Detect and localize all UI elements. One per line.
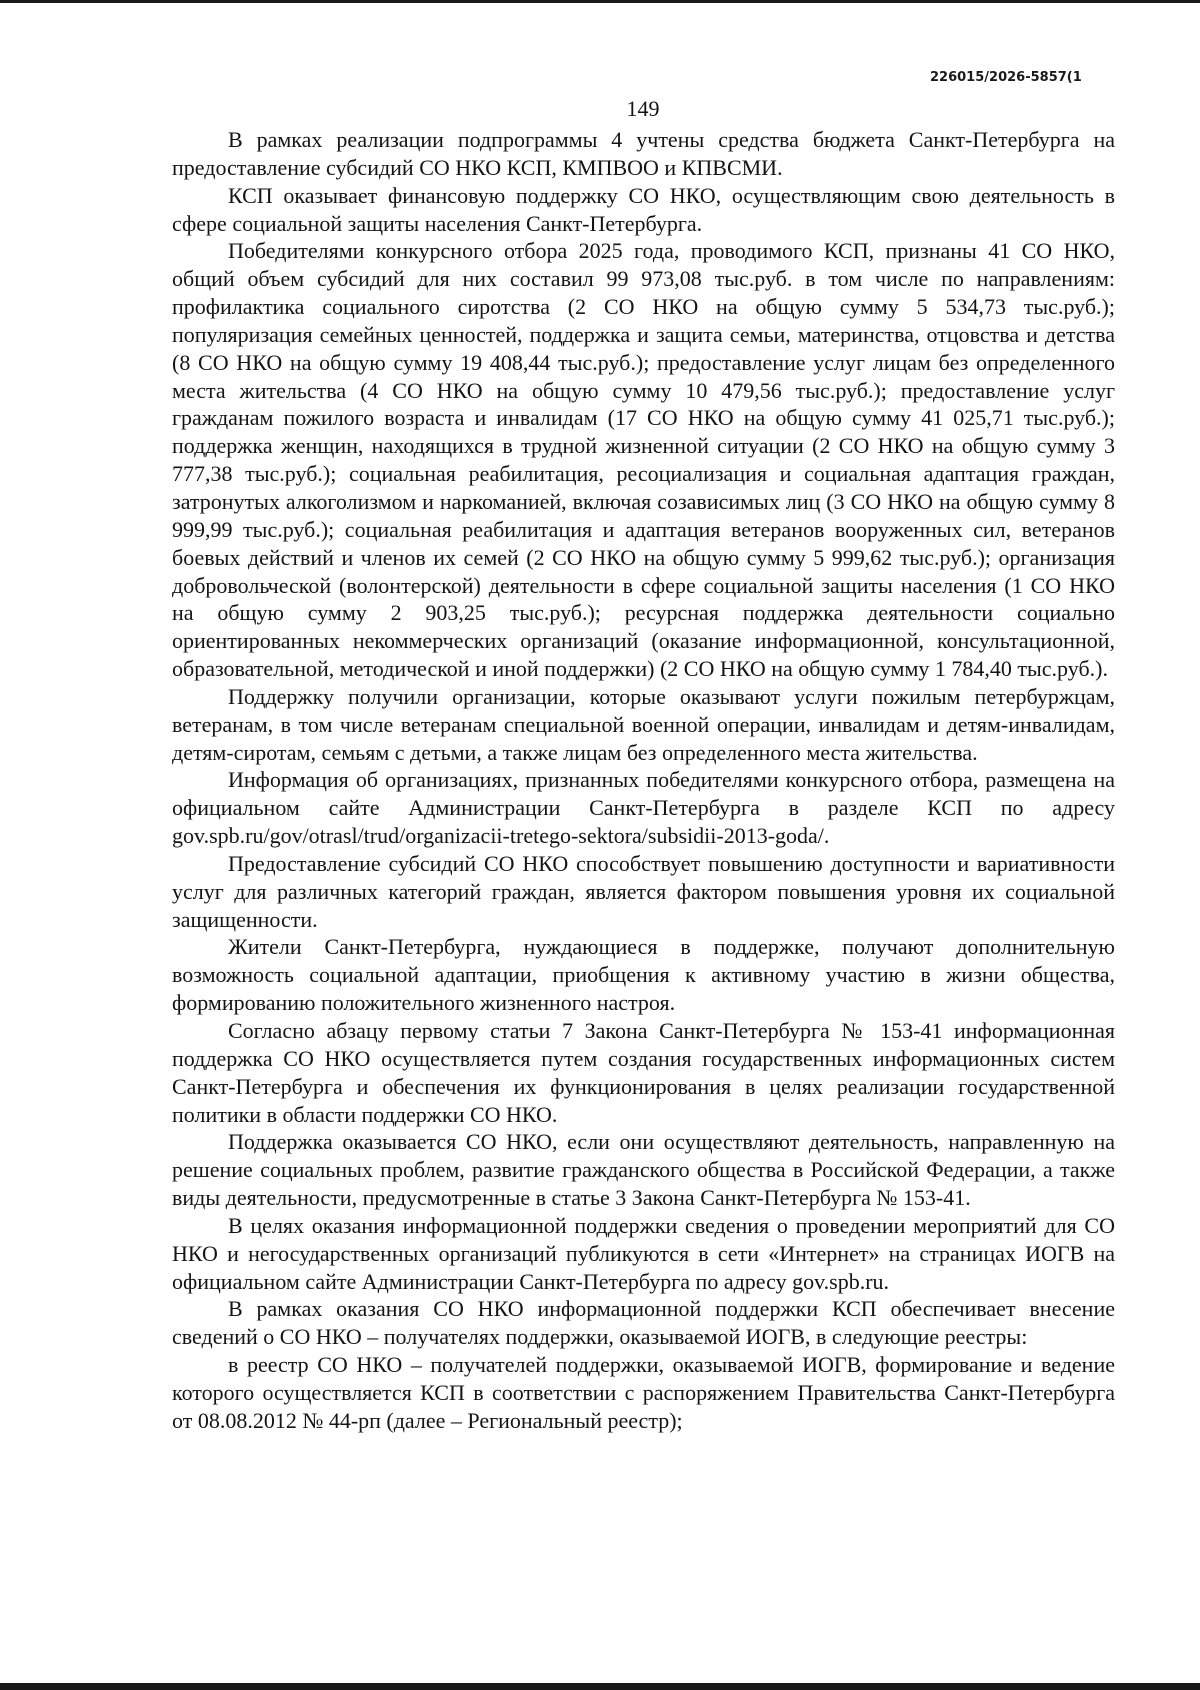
paragraph-supported-organizations: Поддержку получили организации, которые оказывают услуги пожилым петербуржцам, ветеранам, в том числе ветеранам специальной военной операции, инвалидам и детям-инвалидам, детям-сиротам, семьям с детьми, а также лицам без определенного места жительства. bbox=[172, 683, 1115, 765]
scan-edge-top bbox=[0, 0, 1200, 3]
page-number: 149 bbox=[626, 96, 660, 121]
paragraph-subsidies-effect: Предоставление субсидий СО НКО способствует повышению доступности и вариативности услуг для различных категорий граждан, является фактором повышения уровня их социальной защищенности. bbox=[172, 850, 1115, 932]
paragraph-residents-support: Жители Санкт-Петербурга, нуждающиеся в поддержке, получают дополнительную возможность социальной адаптации, приобщения к активному участию в жизни общества, формированию положительного жизненного настроя. bbox=[172, 934, 1115, 1016]
paragraph-regional-register: в реестр СО НКО – получателей поддержки, оказываемой ИОГВ, формирование и ведение которого осуществляется КСП в соответствии с распоряжением Правительства Санкт-Петербурга от 08.08.2012 № 44-рп (далее – Региональный реестр); bbox=[172, 1352, 1115, 1433]
paragraph-information-publication: В целях оказания информационной поддержки сведения о проведении мероприятий для СО НКО и негосударственных организаций публикуются в сети «Интернет» на страницах ИОГВ на официальном сайте Администрации Санкт-Петербурга по адресу gov.spb.ru. bbox=[172, 1212, 1115, 1294]
paragraph-ksp-financial-support: КСП оказывает финансовую поддержку СО НКО, осуществляющим свою деятельность в сфере социальной защиты населения Санкт-Петербурга. bbox=[172, 182, 1115, 236]
paragraph-support-conditions: Поддержка оказывается СО НКО, если они осуществляют деятельность, направленную на решение социальных проблем, развитие гражданского общества в Российской Федерации, а также виды деятельности, предусмотренные в статье 3 Закона Санкт-Петербурга № 153-41. bbox=[172, 1129, 1115, 1211]
paragraph-subprogram-4: В рамках реализации подпрограммы 4 учтены средства бюджета Санкт-Петербурга на предоставление субсидий СО НКО КСП, КМПВОО и КПВСМИ. bbox=[172, 127, 1115, 180]
document-registration-code: 226015/2026-5857(1 bbox=[930, 70, 1082, 85]
document-body bbox=[172, 126, 1115, 1435]
paragraph-winners-information: Информация об организациях, признанных победителями конкурсного отбора, размещена на официальном сайте Администрации Санкт-Петербурга в разделе КСП по адресу gov.spb.ru/gov/otrasl/trud/organizacii-tretego-sektora/subsidii-2013-goda/. bbox=[172, 767, 1115, 849]
paragraph-law-article-7: Согласно абзацу первому статьи 7 Закона Санкт-Петербурга № 153-41 информационная поддержка СО НКО осуществляется путем создания государственных информационных систем Санкт-Петербурга и обеспечения их функционирования в целях реализации государственной политики в области поддержки СО НКО. bbox=[172, 1018, 1115, 1127]
paragraph-competition-winners: Победителями конкурсного отбора 2025 года, проводимого КСП, признаны 41 СО НКО, общий объем субсидий для них составил 99 973,08 тыс.руб. в том числе по направлениям: профилактика социального сиротства (2 СО НКО на общую сумму 5 534,73 тыс.руб.); популяризация семейных ценностей, поддержка и защита семьи, материнства, отцовства и детства (8 СО НКО на общую сумму 19 408,44 тыс.руб.); предоставление услуг лицам без определенного места жительства (4 СО НКО на общую сумму 10 479,56 тыс.руб.); предоставление услуг гражданам пожилого возраста и инвалидам (17 СО НКО на общую сумму 41 025,71 тыс.руб.); поддержка женщин, находящихся в трудной жизненной ситуации (2 СО НКО на общую сумму 3 777,38 тыс.руб.); социальная реабилитация, ресоциализация и социальная адаптация граждан, затронутых алкоголизмом и наркоманией, включая созависимых лиц (3 СО НКО на общую сумму 8 999,99 тыс.руб.); социальная реабилитация и адаптация ветеранов вооруженных сил, ветеранов боевых действий и членов их семей (2 СО НКО на общую сумму 5 999,62 тыс.руб.); организация добровольческой (волонтерской) деятельности в сфере социальной защиты населения (1 СО НКО на общую сумму 2 903,25 тыс.руб.); ресурсная поддержка деятельности социально ориентированных некоммерческих организаций (оказание информационной, консультационной, образовательной, методической и иной поддержки) (2 СО НКО на общую сумму 1 784,40 тыс.руб.). bbox=[172, 238, 1115, 682]
paragraph-registers-intro: В рамках оказания СО НКО информационной поддержки КСП обеспечивает внесение сведений о СО НКО – получателях поддержки, оказываемой ИОГВ, в следующие реестры: bbox=[172, 1296, 1115, 1350]
scan-edge-bottom bbox=[0, 1683, 1200, 1690]
